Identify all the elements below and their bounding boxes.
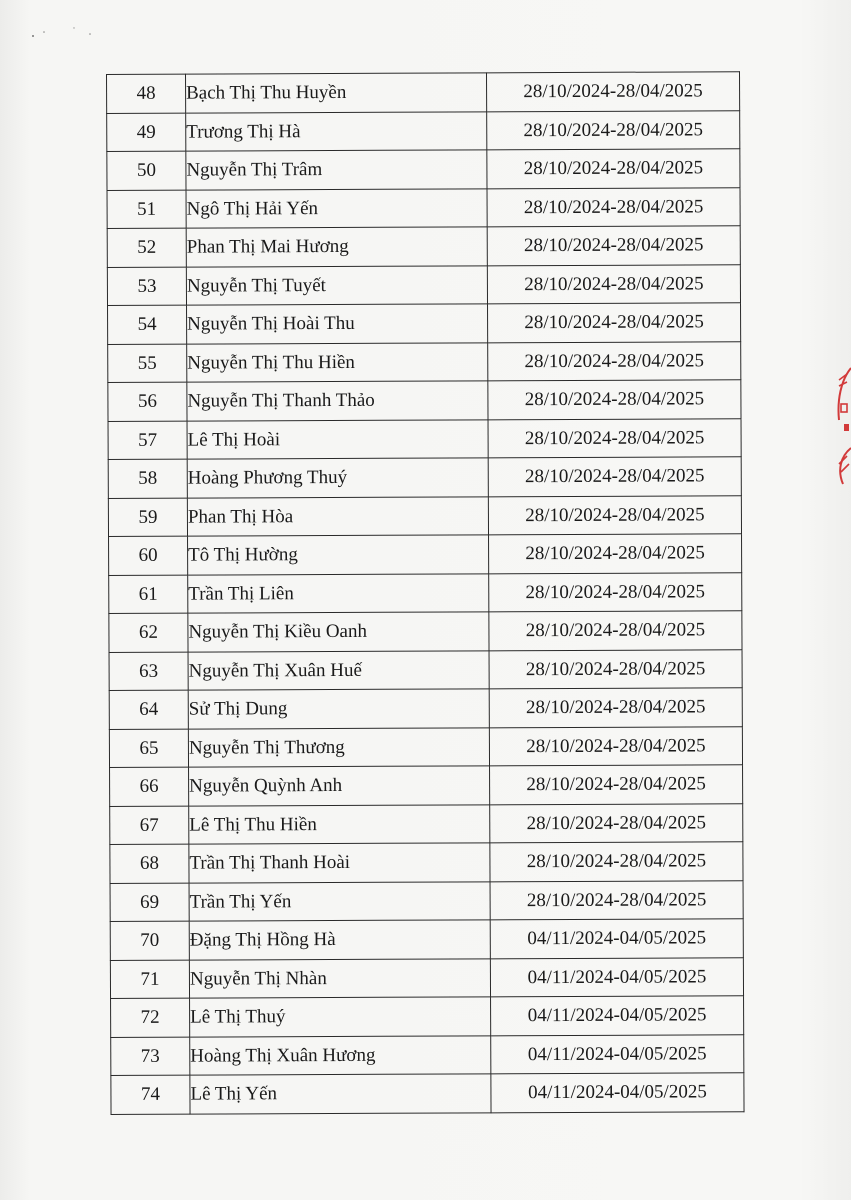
row-name-cell: Nguyễn Thị Thương	[188, 727, 489, 767]
row-name-cell: Nguyễn Thị Xuân Huế	[188, 650, 489, 690]
row-number-cell: 70	[110, 921, 189, 960]
row-name-cell: Ngô Thị Hải Yến	[186, 188, 487, 228]
row-number-cell: 66	[110, 767, 189, 806]
row-number-cell: 49	[107, 113, 186, 152]
row-period-cell: 28/10/2024-28/04/2025	[489, 688, 742, 728]
row-number-cell: 51	[107, 190, 186, 229]
row-number-cell: 71	[110, 960, 189, 999]
table-row	[110, 957, 743, 998]
row-period-cell: 28/10/2024-28/04/2025	[487, 226, 740, 266]
roster-body	[107, 72, 745, 1114]
table-row	[111, 1034, 744, 1075]
table-row	[107, 226, 740, 267]
table-row	[110, 880, 743, 921]
row-number-cell: 69	[110, 883, 189, 922]
row-period-cell: 28/10/2024-28/04/2025	[489, 611, 742, 651]
table-row	[111, 996, 744, 1037]
table-row	[108, 380, 741, 421]
row-number-cell: 63	[109, 652, 188, 691]
row-number-cell: 61	[109, 575, 188, 614]
row-name-cell: Trần Thị Liên	[188, 573, 489, 613]
table-row	[109, 688, 742, 729]
table-row	[109, 649, 742, 690]
row-name-cell: Nguyễn Thị Trâm	[186, 150, 487, 190]
row-number-cell: 57	[108, 421, 187, 460]
row-number-cell: 72	[111, 998, 190, 1037]
table-row	[110, 803, 743, 844]
row-name-cell: Nguyễn Quỳnh Anh	[189, 766, 490, 806]
row-period-cell: 28/10/2024-28/04/2025	[489, 726, 742, 766]
row-name-cell: Lê Thị Yến	[190, 1074, 491, 1114]
row-name-cell: Hoàng Phương Thuý	[187, 458, 488, 498]
table-row	[108, 418, 741, 459]
row-name-cell: Trương Thị Hà	[186, 111, 487, 151]
row-number-cell: 65	[109, 729, 188, 768]
row-number-cell: 60	[109, 536, 188, 575]
table-row	[108, 341, 741, 382]
table-row	[109, 572, 742, 613]
row-name-cell: Trần Thị Yến	[189, 881, 490, 921]
row-period-cell: 28/10/2024-28/04/2025	[487, 187, 740, 227]
row-name-cell: Bạch Thị Thu Huyền	[186, 73, 487, 113]
row-name-cell: Trần Thị Thanh Hoài	[189, 843, 490, 883]
row-period-cell: 28/10/2024-28/04/2025	[489, 534, 742, 574]
row-period-cell: 04/11/2024-04/05/2025	[491, 1034, 744, 1074]
row-number-cell: 52	[107, 228, 186, 267]
row-name-cell: Lê Thị Hoài	[187, 419, 488, 459]
row-period-cell: 04/11/2024-04/05/2025	[490, 919, 743, 959]
row-number-cell: 55	[108, 344, 187, 383]
table-row	[109, 534, 742, 575]
row-number-cell: 58	[108, 459, 187, 498]
row-number-cell: 68	[110, 844, 189, 883]
row-number-cell: 67	[110, 806, 189, 845]
row-period-cell: 04/11/2024-04/05/2025	[491, 996, 744, 1036]
table-row	[109, 611, 742, 652]
row-number-cell: 48	[107, 74, 186, 113]
row-name-cell: Nguyễn Thị Tuyết	[186, 265, 487, 305]
row-period-cell: 04/11/2024-04/05/2025	[491, 1073, 744, 1113]
row-period-cell: 28/10/2024-28/04/2025	[486, 72, 739, 112]
row-period-cell: 28/10/2024-28/04/2025	[489, 649, 742, 689]
table-row	[107, 264, 740, 305]
row-period-cell: 28/10/2024-28/04/2025	[488, 380, 741, 420]
row-period-cell: 28/10/2024-28/04/2025	[490, 765, 743, 805]
table-row	[107, 149, 740, 190]
table-row	[110, 919, 743, 960]
row-number-cell: 50	[107, 151, 186, 190]
row-period-cell: 28/10/2024-28/04/2025	[487, 264, 740, 304]
row-period-cell: 28/10/2024-28/04/2025	[490, 880, 743, 920]
row-period-cell: 28/10/2024-28/04/2025	[489, 572, 742, 612]
row-period-cell: 04/11/2024-04/05/2025	[490, 957, 743, 997]
row-period-cell: 28/10/2024-28/04/2025	[488, 457, 741, 497]
row-number-cell: 59	[108, 498, 187, 537]
row-name-cell: Tô Thị Hường	[188, 535, 489, 575]
row-name-cell: Nguyễn Thị Hoài Thu	[187, 304, 488, 344]
row-name-cell: Nguyễn Thị Nhàn	[189, 958, 490, 998]
row-number-cell: 54	[108, 305, 187, 344]
row-name-cell: Nguyễn Thị Kiều Oanh	[188, 612, 489, 652]
row-period-cell: 28/10/2024-28/04/2025	[488, 303, 741, 343]
row-number-cell: 73	[111, 1037, 190, 1076]
row-name-cell: Đặng Thị Hồng Hà	[189, 920, 490, 960]
row-period-cell: 28/10/2024-28/04/2025	[488, 341, 741, 381]
row-name-cell: Nguyễn Thị Thu Hiền	[187, 342, 488, 382]
row-name-cell: Nguyễn Thị Thanh Thảo	[187, 381, 488, 421]
row-number-cell: 62	[109, 613, 188, 652]
red-seal-fragment-icon	[833, 360, 851, 500]
row-name-cell: Phan Thị Hòa	[187, 496, 488, 536]
row-period-cell: 28/10/2024-28/04/2025	[488, 418, 741, 458]
row-number-cell: 53	[107, 267, 186, 306]
row-period-cell: 28/10/2024-28/04/2025	[490, 803, 743, 843]
table-row	[107, 187, 740, 228]
row-name-cell: Lê Thị Thu Hiền	[189, 804, 490, 844]
table-row	[109, 726, 742, 767]
row-period-cell: 28/10/2024-28/04/2025	[487, 110, 740, 150]
table-row	[107, 72, 740, 113]
row-name-cell: Hoàng Thị Xuân Hương	[190, 1035, 491, 1075]
row-period-cell: 28/10/2024-28/04/2025	[487, 149, 740, 189]
row-name-cell: Sử Thị Dung	[188, 689, 489, 729]
row-number-cell: 74	[111, 1075, 190, 1114]
row-name-cell: Phan Thị Mai Hương	[186, 227, 487, 267]
row-name-cell: Lê Thị Thuý	[190, 997, 491, 1037]
table-row	[110, 842, 743, 883]
row-period-cell: 28/10/2024-28/04/2025	[488, 495, 741, 535]
table-row	[107, 110, 740, 151]
scan-specks-icon	[30, 22, 100, 42]
table-row	[108, 457, 741, 498]
table-row	[111, 1073, 744, 1114]
table-row	[108, 303, 741, 344]
roster-table	[106, 71, 745, 1114]
row-number-cell: 56	[108, 382, 187, 421]
table-row	[110, 765, 743, 806]
row-number-cell: 64	[109, 690, 188, 729]
table-row	[108, 495, 741, 536]
row-period-cell: 28/10/2024-28/04/2025	[490, 842, 743, 882]
